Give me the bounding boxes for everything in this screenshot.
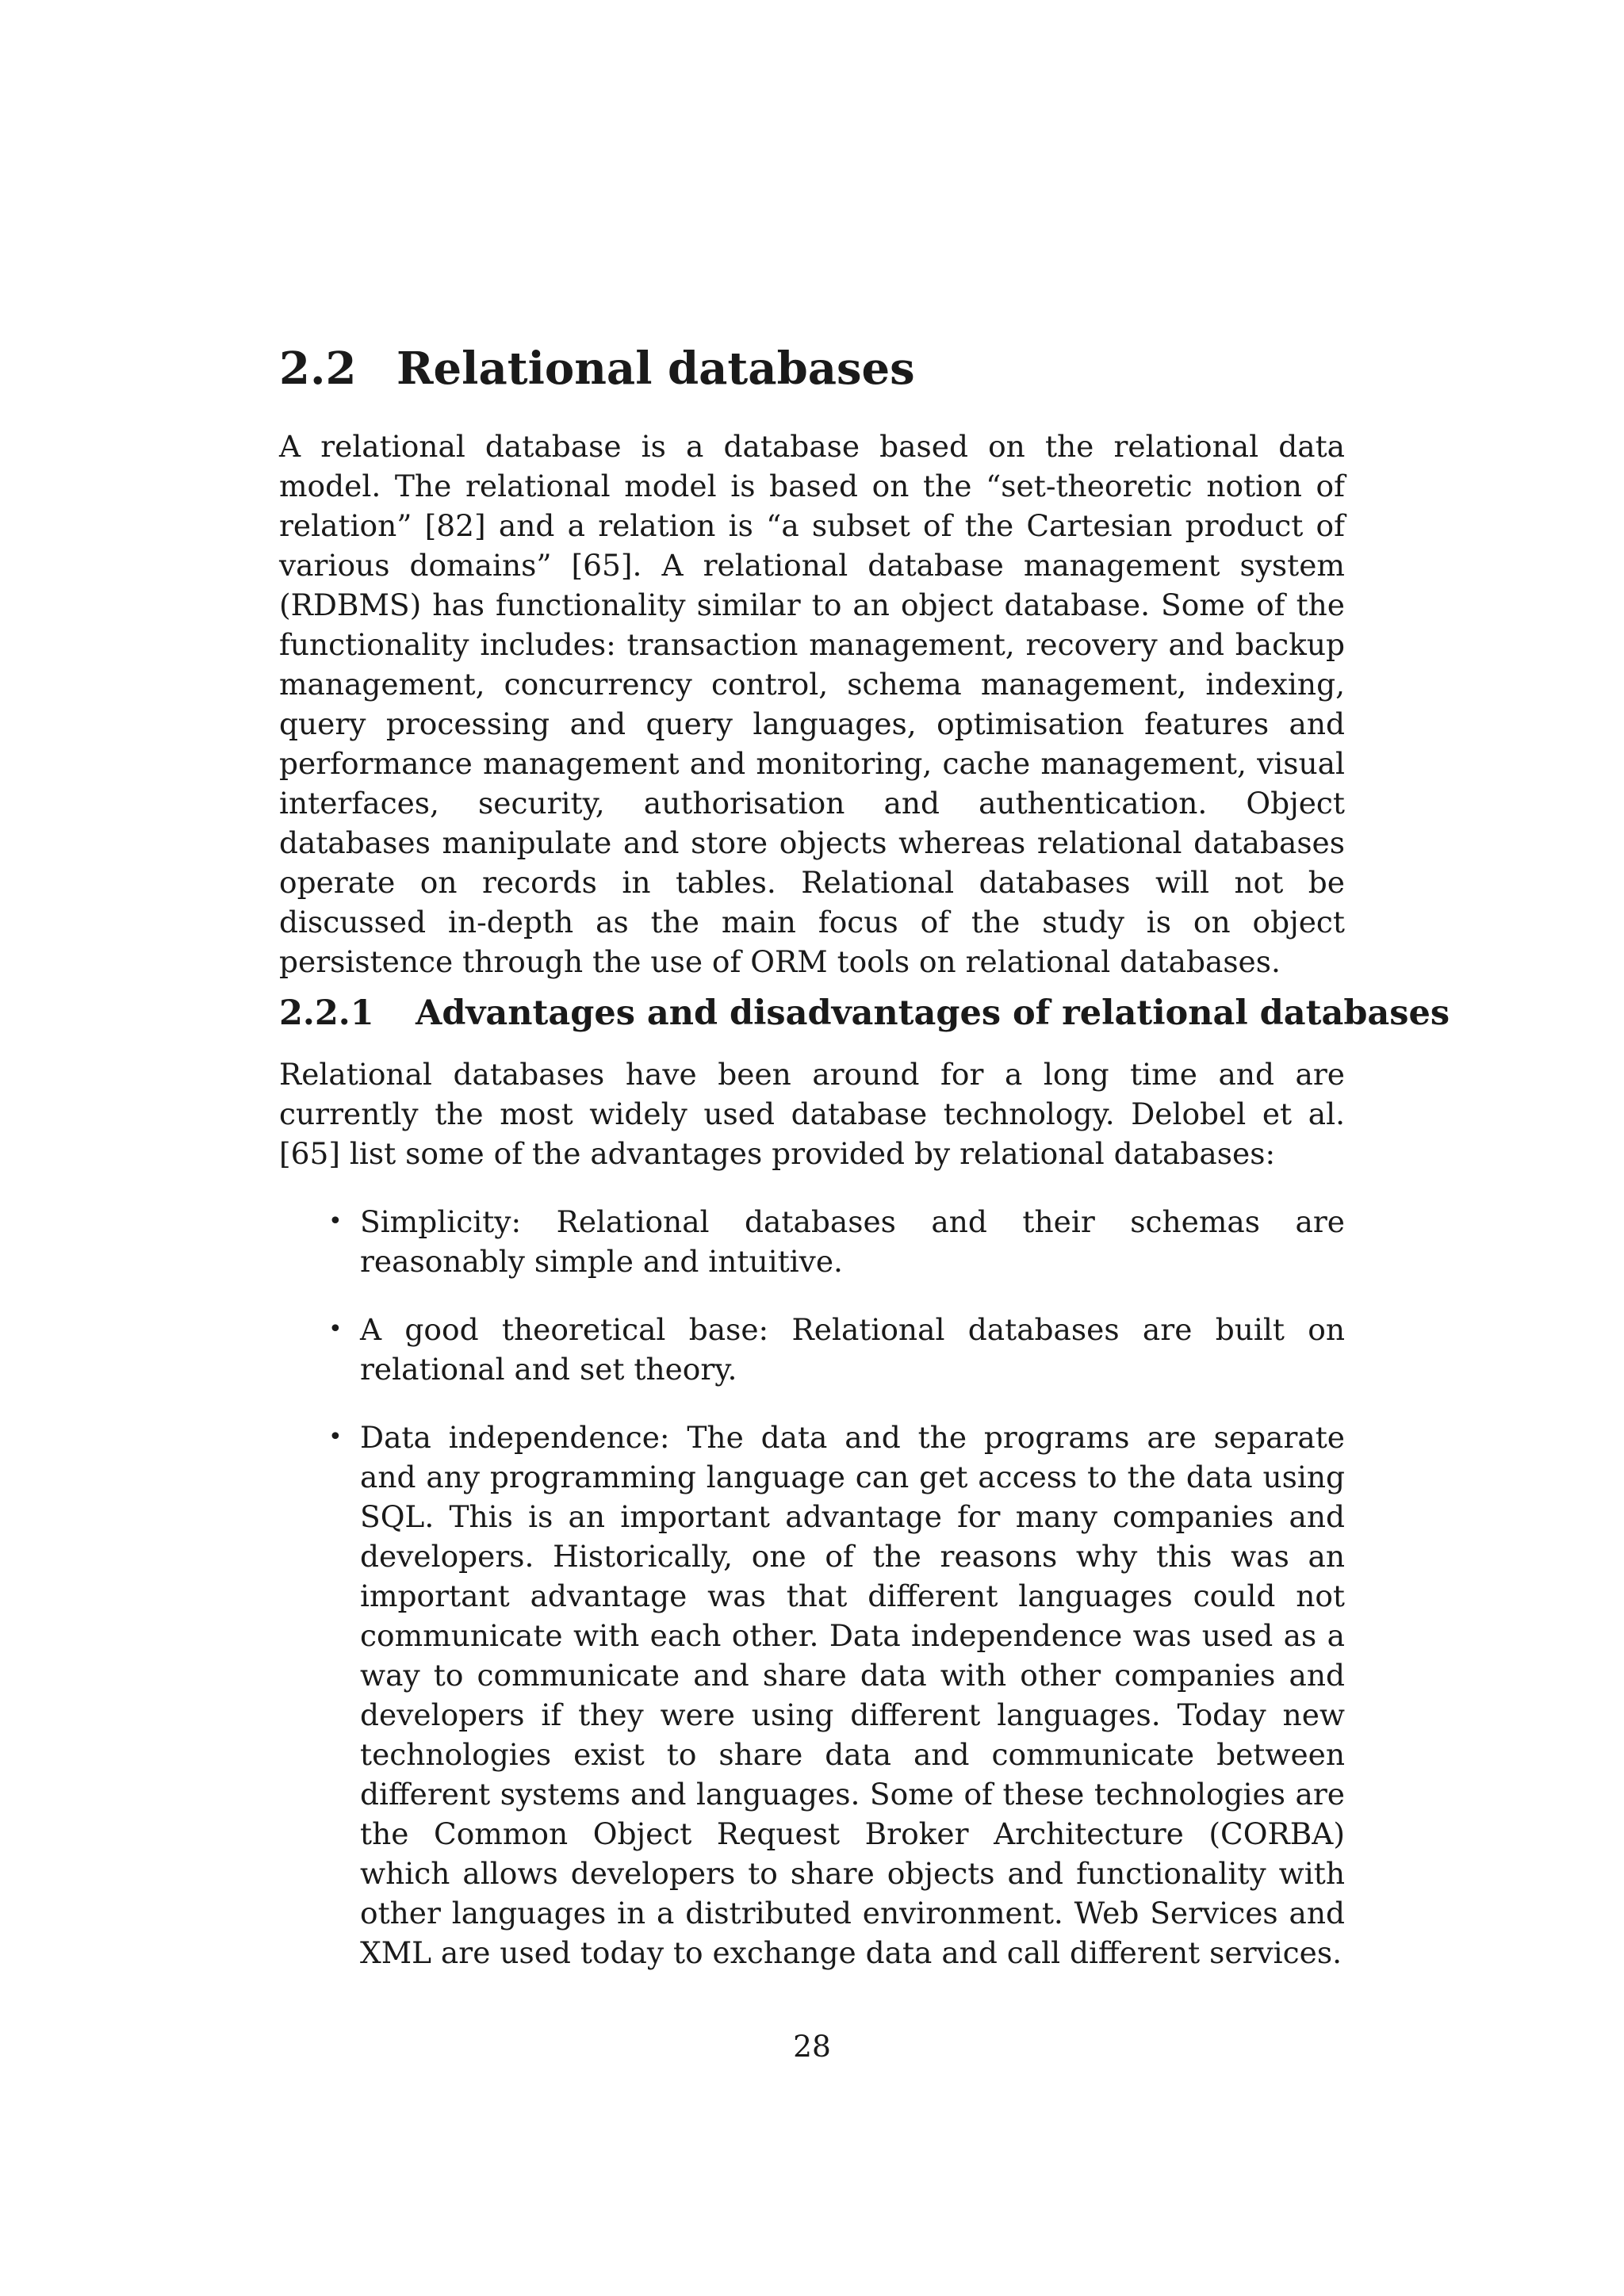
list-item-text: A good theoretical base: Relational databases are built on relational and set theory. <box>360 1312 1345 1387</box>
section-heading <box>279 341 1389 396</box>
list-item-text: Simplicity: Relational databases and their schemas are reasonably simple and intuitive. <box>360 1204 1345 1279</box>
list-item-text: Data independence: The data and the programs are separate and any programming language can get access to the data using SQL. This is an important advantage for many companies and developers. Historically, one of the reasons why this was an important advantage was that different languages could not communicate with each other. Data independence was used as a way to communicate and share data with other companies and developers if they were using different languages. Today new technologies exist to share data and communicate between different systems and languages. Some of these technologies are the Common Object Request Broker Architecture (CORBA) which allows developers to share objects and functionality with other languages in a distributed environment. Web Services and XML are used today to exchange data and call different services. <box>360 1420 1345 1970</box>
bullet-icon: • <box>328 1207 343 1235</box>
subsection-heading <box>279 991 1450 1035</box>
section-title: Relational databases <box>396 342 915 395</box>
bullet-icon: • <box>328 1315 343 1343</box>
list-item <box>279 1310 1345 1389</box>
intro-paragraph: A relational database is a database based on the relational data model. The relational model is based on the “set-theoretic notion of relation” [82] and a relation is “a subset of the Cartesian product of various domains” [65]. A relational database management system (RDBMS) has functionality similar to an object database. Some of the functionality includes: transaction management, recovery and backup management, concurrency control, schema management, indexing, query processing and query languages, optimisation features and performance management and monitoring, cache management, visual interfaces, security, authorisation and authentication. Object databases manipulate and store objects whereas relational databases operate on records in tables. Relational databases will not be discussed in-depth as the main focus of the study is on object persistence through the use of ORM tools on relational databases. <box>279 429 1345 979</box>
list-item <box>279 1418 1345 1973</box>
subsection-title: Advantages and disadvantages of relational databases <box>416 993 1450 1033</box>
advantages-list <box>279 1202 1345 2001</box>
subsection-number: 2.2.1 <box>279 993 374 1033</box>
list-item <box>279 1202 1345 1281</box>
bullet-icon: • <box>328 1423 343 1451</box>
advantages-intro-paragraph: Relational databases have been around for a long time and are currently the most widely used database technology. Delobel et al. [65] list some of the advantages provided by relational databases: <box>279 1057 1345 1171</box>
section-number: 2.2 <box>279 342 357 395</box>
page-number: 28 <box>793 2029 831 2064</box>
